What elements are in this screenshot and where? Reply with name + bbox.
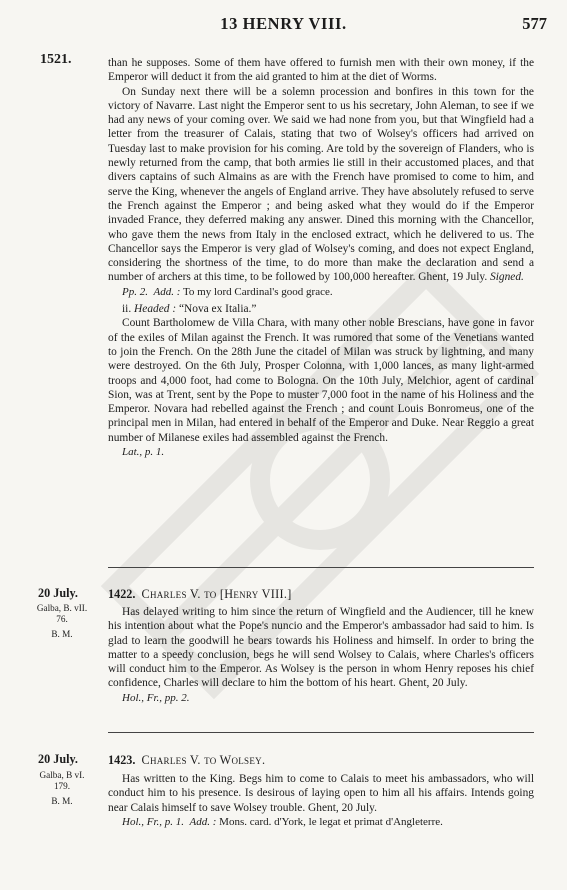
entry-1422-date: 20 July. [38,586,78,600]
continuation-text: than he supposes. Some of them have offered to furnish men with their own money, if the Emperor will deduct it from the aid granted to him at the diet of Worms. [108,57,534,84]
page-header [0,14,567,36]
entry-1423-heading: 1423. Charles V. to Wolsey. [108,753,266,767]
entry-1422-text: Has delayed writing to him since the return of Wingfield and the Audiencer, till he knew his intention about what the Pope's nuncio and the Emperor's ambassador had said to him. Is glad to learn the goodwill he bears towards his Holiness and himself. In order to bring the matter to a speedy conclusion, begs he will send Wolsey to Calais, where Charles's officers will conduct him to the Emperor. As Wolsey is the person in whom Henry reposes his chief confidence, Charles will declare to him the bottom of his heart. Ghent, 20 July. [108,606,534,690]
headed-line: ii. Headed : “Nova ex Italia.” [122,303,257,316]
margin-year: 1521. [40,52,72,67]
meta-line-2: Lat., p. 1. [122,446,165,459]
entry-1422-ref: Galba, B. vII. 76. B. M. [36,603,88,639]
section-continuation [108,56,534,459]
entry-1423-meta: Hol., Fr., p. 1. Add. : Mons. card. d'York, le legat et primat d'Angleterre. [122,815,443,828]
entry-1423-body [108,772,534,829]
entry-1422-meta: Hol., Fr., pp. 2. [122,691,190,704]
meta-line-1: Pp. 2. Add. : To my lord Cardinal's good grace. [122,285,333,298]
entry-1423-text: Has written to the King. Begs him to come to Calais to meet his ambassadors, who will conduct him to his presence. Is desirous of laying open to him all his affairs. Intends going near Calais himself to save Wolsey trouble. Ghent, 20 July. [108,773,534,814]
page-number: 577 [522,14,547,33]
paragraph-navarre: On Sunday next there will be a solemn procession and bonfires in this town for the victory of Navarre. Last night the Emperor sent to us his secretary, John Aleman, to see if we had any news of your coming over. We said we had none from you, but that Wingfield had a letter from the treasurer of Calais, stating that two of Wolsey's officers had arrived on Tuesday last to make provision for his coming. Are told by the sovereign of Flanders, who is newly returned from the camp, that both armies lie still in their accustomed places, and that divers captains of such Almains as are with the French have promised to come to him, and serve the King, whenever the angels of England arrive. They have absolutely refused to serve the French against the Emperor ; and being asked what they would do if the Emperor invaded France, they deferred making any answer. Dined this morning with the Chancellor, who gave them the news from Italy in the enclosed extract, which he delivered to us. The Chancellor says the Emperor is very glad of Wolsey's coming, and does not expect England, considering the shortness of the time, to do more than make the declaration and send a number of archers at this time, to be followed by 100,000 hereafter. Ghent, 19 July. Signed. [108,85,534,284]
divider [108,732,534,733]
paragraph-italy: Count Bartholomew de Villa Chara, with many other noble Brescians, have gone in favor of the exiles of Milan against the French. It was rumored that some of the Venetians wanted to join the French. On the 28th June the citadel of Milan was struck by lightning, and many were destroyed. On the 6th July, Prosper Colonna, with 1,000 lances, as many light-armed troops and 4,000 foot, had come to Bologna. On the 10th July, Melchior, agent of cardinal Sion, was at Trent, sent by the Pope to muster 7,000 foot in the name of his Holiness and the Emperor. Novara had rebelled against the French ; and count Louis Bonromeus, one of the principal men in Milan, had entered in behalf of the Emperor and Duke. Near Reggio a great number of Milanese exiles had assembled against the French. [108,317,534,444]
divider [108,567,534,568]
running-title: 13 HENRY VIII. [220,14,347,33]
entry-1423-date: 20 July. [38,752,78,766]
entry-1423-ref: Galba, B vI. 179. B. M. [39,770,85,806]
entry-1422-heading: 1422. Charles V. to [Henry VIII.] [108,587,292,601]
signed-note: Signed. [490,271,524,284]
entry-1422-body [108,605,534,705]
